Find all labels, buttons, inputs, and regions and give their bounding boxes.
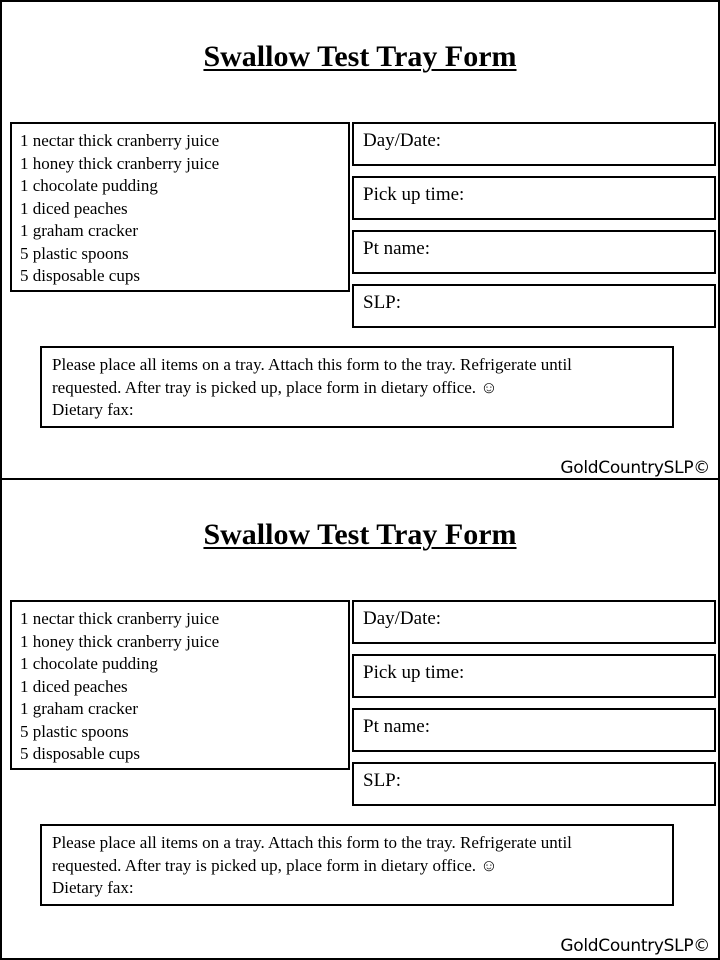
- slp-field[interactable]: [352, 762, 716, 806]
- items-list: [10, 122, 350, 292]
- instructions-line-1: Please place all items on a tray. Attach this form to the tray. Refrigerate until: [52, 355, 572, 374]
- date-label: Day/Date:: [363, 608, 442, 629]
- brand-watermark: GoldCountrySLP©: [560, 936, 710, 956]
- slp-label: SLP:: [363, 770, 402, 791]
- date-label: Day/Date:: [363, 130, 442, 151]
- form-title-text: Swallow Test Tray Form: [203, 40, 517, 73]
- instructions-line-2: requested. After tray is picked up, place form in dietary office. ☺: [52, 855, 498, 875]
- patient-name-label: Pt name:: [363, 716, 431, 737]
- list-item: 1 diced peaches: [20, 198, 128, 218]
- dietary-fax-label: Dietary fax:: [52, 878, 134, 897]
- list-item: 5 disposable cups: [20, 266, 140, 285]
- instructions-box: [40, 824, 674, 906]
- pickup-time-label: Pick up time:: [363, 184, 465, 205]
- patient-name-field[interactable]: [352, 708, 716, 752]
- form-title: [2, 40, 718, 74]
- instructions-line-1: Please place all items on a tray. Attach this form to the tray. Refrigerate until: [52, 833, 572, 852]
- list-item: 1 honey thick cranberry juice: [20, 153, 220, 173]
- list-item: 5 plastic spoons: [20, 243, 129, 263]
- pickup-time-field[interactable]: [352, 176, 716, 220]
- instructions-line-2: requested. After tray is picked up, place form in dietary office. ☺: [52, 377, 498, 397]
- date-field[interactable]: [352, 122, 716, 166]
- list-item: 1 graham cracker: [20, 221, 138, 240]
- brand-watermark: GoldCountrySLP©: [560, 458, 710, 478]
- list-item: 1 chocolate pudding: [20, 654, 158, 673]
- list-item: 5 plastic spoons: [20, 721, 129, 741]
- list-item: 1 diced peaches: [20, 676, 128, 696]
- list-item: 1 nectar thick cranberry juice: [20, 609, 220, 628]
- pickup-time-label: Pick up time:: [363, 662, 465, 683]
- list-item: 1 nectar thick cranberry juice: [20, 131, 220, 150]
- patient-name-label: Pt name:: [363, 238, 431, 259]
- form-title-text: Swallow Test Tray Form: [203, 518, 517, 551]
- date-field[interactable]: [352, 600, 716, 644]
- list-item: 1 honey thick cranberry juice: [20, 631, 220, 651]
- list-item: 5 disposable cups: [20, 744, 140, 763]
- slp-label: SLP:: [363, 292, 402, 313]
- form-title: [2, 518, 718, 552]
- list-item: 1 graham cracker: [20, 699, 138, 718]
- items-list: [10, 600, 350, 770]
- slp-field[interactable]: [352, 284, 716, 328]
- tray-form-card-bottom: [0, 478, 720, 960]
- list-item: 1 chocolate pudding: [20, 176, 158, 195]
- pickup-time-field[interactable]: [352, 654, 716, 698]
- dietary-fax-label: Dietary fax:: [52, 400, 134, 419]
- patient-name-field[interactable]: [352, 230, 716, 274]
- instructions-box: [40, 346, 674, 428]
